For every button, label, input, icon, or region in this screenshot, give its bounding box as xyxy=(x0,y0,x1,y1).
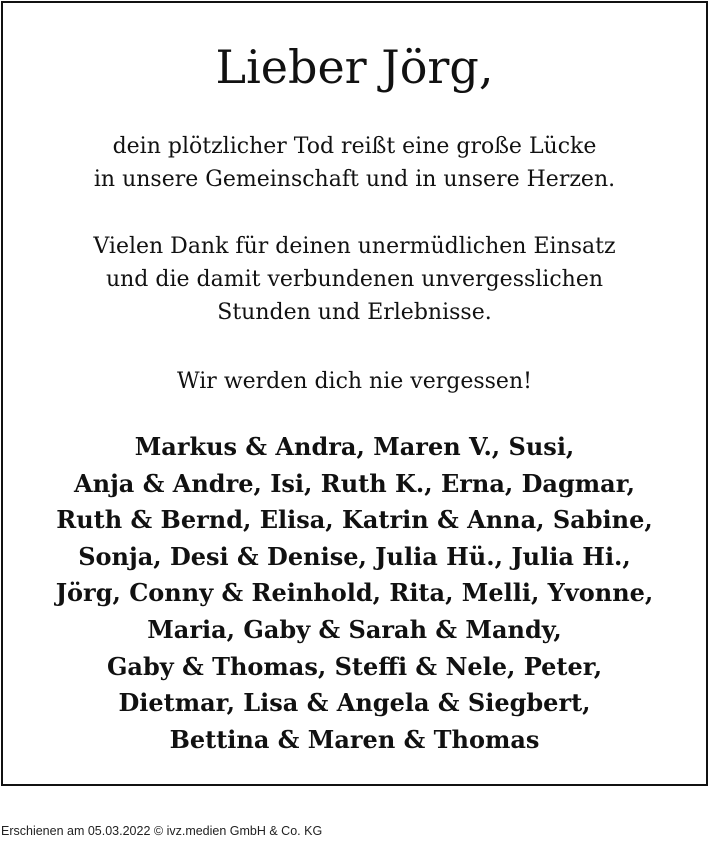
signature-names xyxy=(3,429,706,758)
condolence-paragraph xyxy=(3,130,706,196)
signature-line: Bettina & Maren & Thomas xyxy=(169,724,540,754)
signature-line: Markus & Andra, Maren V., Susi, xyxy=(134,432,575,461)
signature-line: Jörg, Conny & Reinhold, Rita, Melli, Yvonne, xyxy=(55,578,654,608)
signature-line: Ruth & Bernd, Elisa, Katrin & Anna, Sabine, xyxy=(56,505,653,535)
signature-line: Gaby & Thomas, Steffi & Nele, Peter, xyxy=(106,651,603,681)
signature-line: Dietmar, Lisa & Angela & Siegbert, xyxy=(118,688,591,718)
text-line: Vielen Dank für deinen unermüdlichen Einsatz xyxy=(93,234,616,259)
notice-title: Lieber Jörg, xyxy=(215,40,494,94)
text-line: und die damit verbundenen unvergesslichen xyxy=(105,267,604,292)
text-line: Wir werden dich nie vergessen! xyxy=(177,369,532,394)
text-line: Stunden und Erlebnisse. xyxy=(217,300,492,325)
publication-credit: Erschienen am 05.03.2022 © ivz.medien GmbH & Co. KG xyxy=(1,824,323,838)
text-line: dein plötzlicher Tod reißt eine große Lücke xyxy=(112,134,597,159)
signature-line: Anja & Andre, Isi, Ruth K., Erna, Dagmar, xyxy=(74,468,635,498)
notice-frame xyxy=(1,1,708,786)
thanks-paragraph xyxy=(3,230,706,329)
signature-line: Sonja, Desi & Denise, Julia Hü., Julia Hi., xyxy=(78,541,631,571)
text-line: in unsere Gemeinschaft und in unsere Herzen. xyxy=(93,167,616,192)
farewell-paragraph xyxy=(3,365,706,398)
signature-line: Maria, Gaby & Sarah & Mandy, xyxy=(147,614,562,644)
